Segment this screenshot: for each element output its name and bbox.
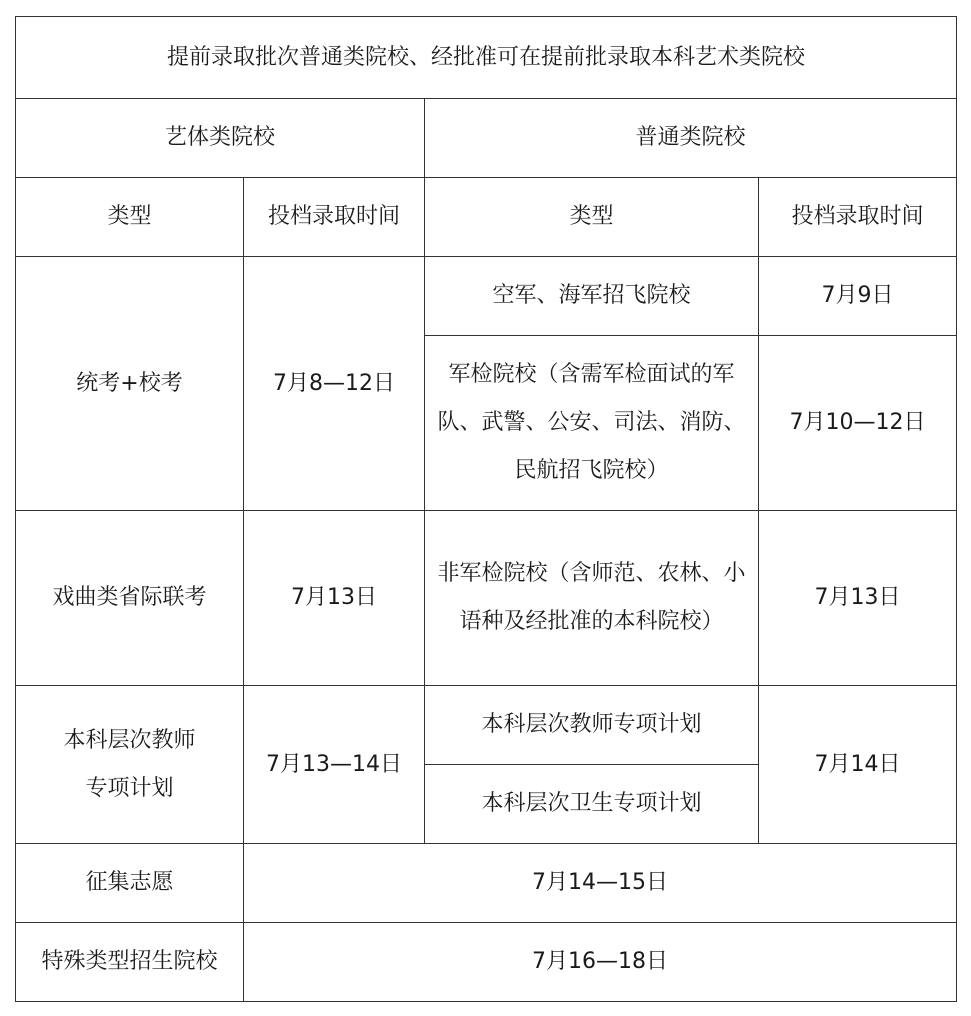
arts-time-teacher: 7月13—14日 (244, 686, 425, 844)
general-type-military-check (425, 336, 759, 511)
table-title: 提前录取批次普通类院校、经批准可在提前批录取本科艺术类院校 (16, 17, 957, 99)
title-row (16, 17, 957, 99)
general-time-non-military: 7月13日 (759, 511, 957, 686)
admission-schedule-table (15, 16, 957, 1002)
arts-type-unified-exam: 统考+校考 (16, 257, 244, 511)
column-header-row (16, 178, 957, 257)
solicit-time: 7月14—15日 (244, 844, 957, 923)
special-type: 特殊类型招生院校 (16, 923, 244, 1002)
general-time-special-plans: 7月14日 (759, 686, 957, 844)
general-time-header: 投档录取时间 (759, 178, 957, 257)
table-row (16, 257, 957, 336)
group-header-row (16, 99, 957, 178)
arts-time-unified-exam: 7月8—12日 (244, 257, 425, 511)
general-header: 普通类院校 (425, 99, 957, 178)
general-type-header: 类型 (425, 178, 759, 257)
general-type-air-navy-pilot: 空军、海军招飞院校 (425, 257, 759, 336)
arts-time-header: 投档录取时间 (244, 178, 425, 257)
table-row (16, 923, 957, 1002)
arts-type-header: 类型 (16, 178, 244, 257)
non-military-text: 非军检院校（含师范、农林、小语种及经批准的本科院校） (437, 561, 746, 634)
general-time-air-navy-pilot: 7月9日 (759, 257, 957, 336)
arts-sports-header: 艺体类院校 (16, 99, 425, 178)
table-row (16, 844, 957, 923)
arts-type-opera: 戏曲类省际联考 (16, 511, 244, 686)
general-type-teacher-plan: 本科层次教师专项计划 (425, 686, 759, 765)
special-time: 7月16—18日 (244, 923, 957, 1002)
arts-time-opera: 7月13日 (244, 511, 425, 686)
arts-type-teacher: 本科层次教师专项计划 (16, 686, 244, 844)
schedule-sheet (15, 16, 956, 1001)
general-type-non-military (425, 511, 759, 686)
general-time-military-check: 7月10—12日 (759, 336, 957, 511)
military-check-text: 军检院校（含需军检面试的军队、武警、公安、司法、消防、民航招飞院校） (437, 362, 746, 483)
solicit-type: 征集志愿 (16, 844, 244, 923)
table-row (16, 511, 957, 686)
general-type-health-plan: 本科层次卫生专项计划 (425, 765, 759, 844)
table-row (16, 686, 957, 765)
